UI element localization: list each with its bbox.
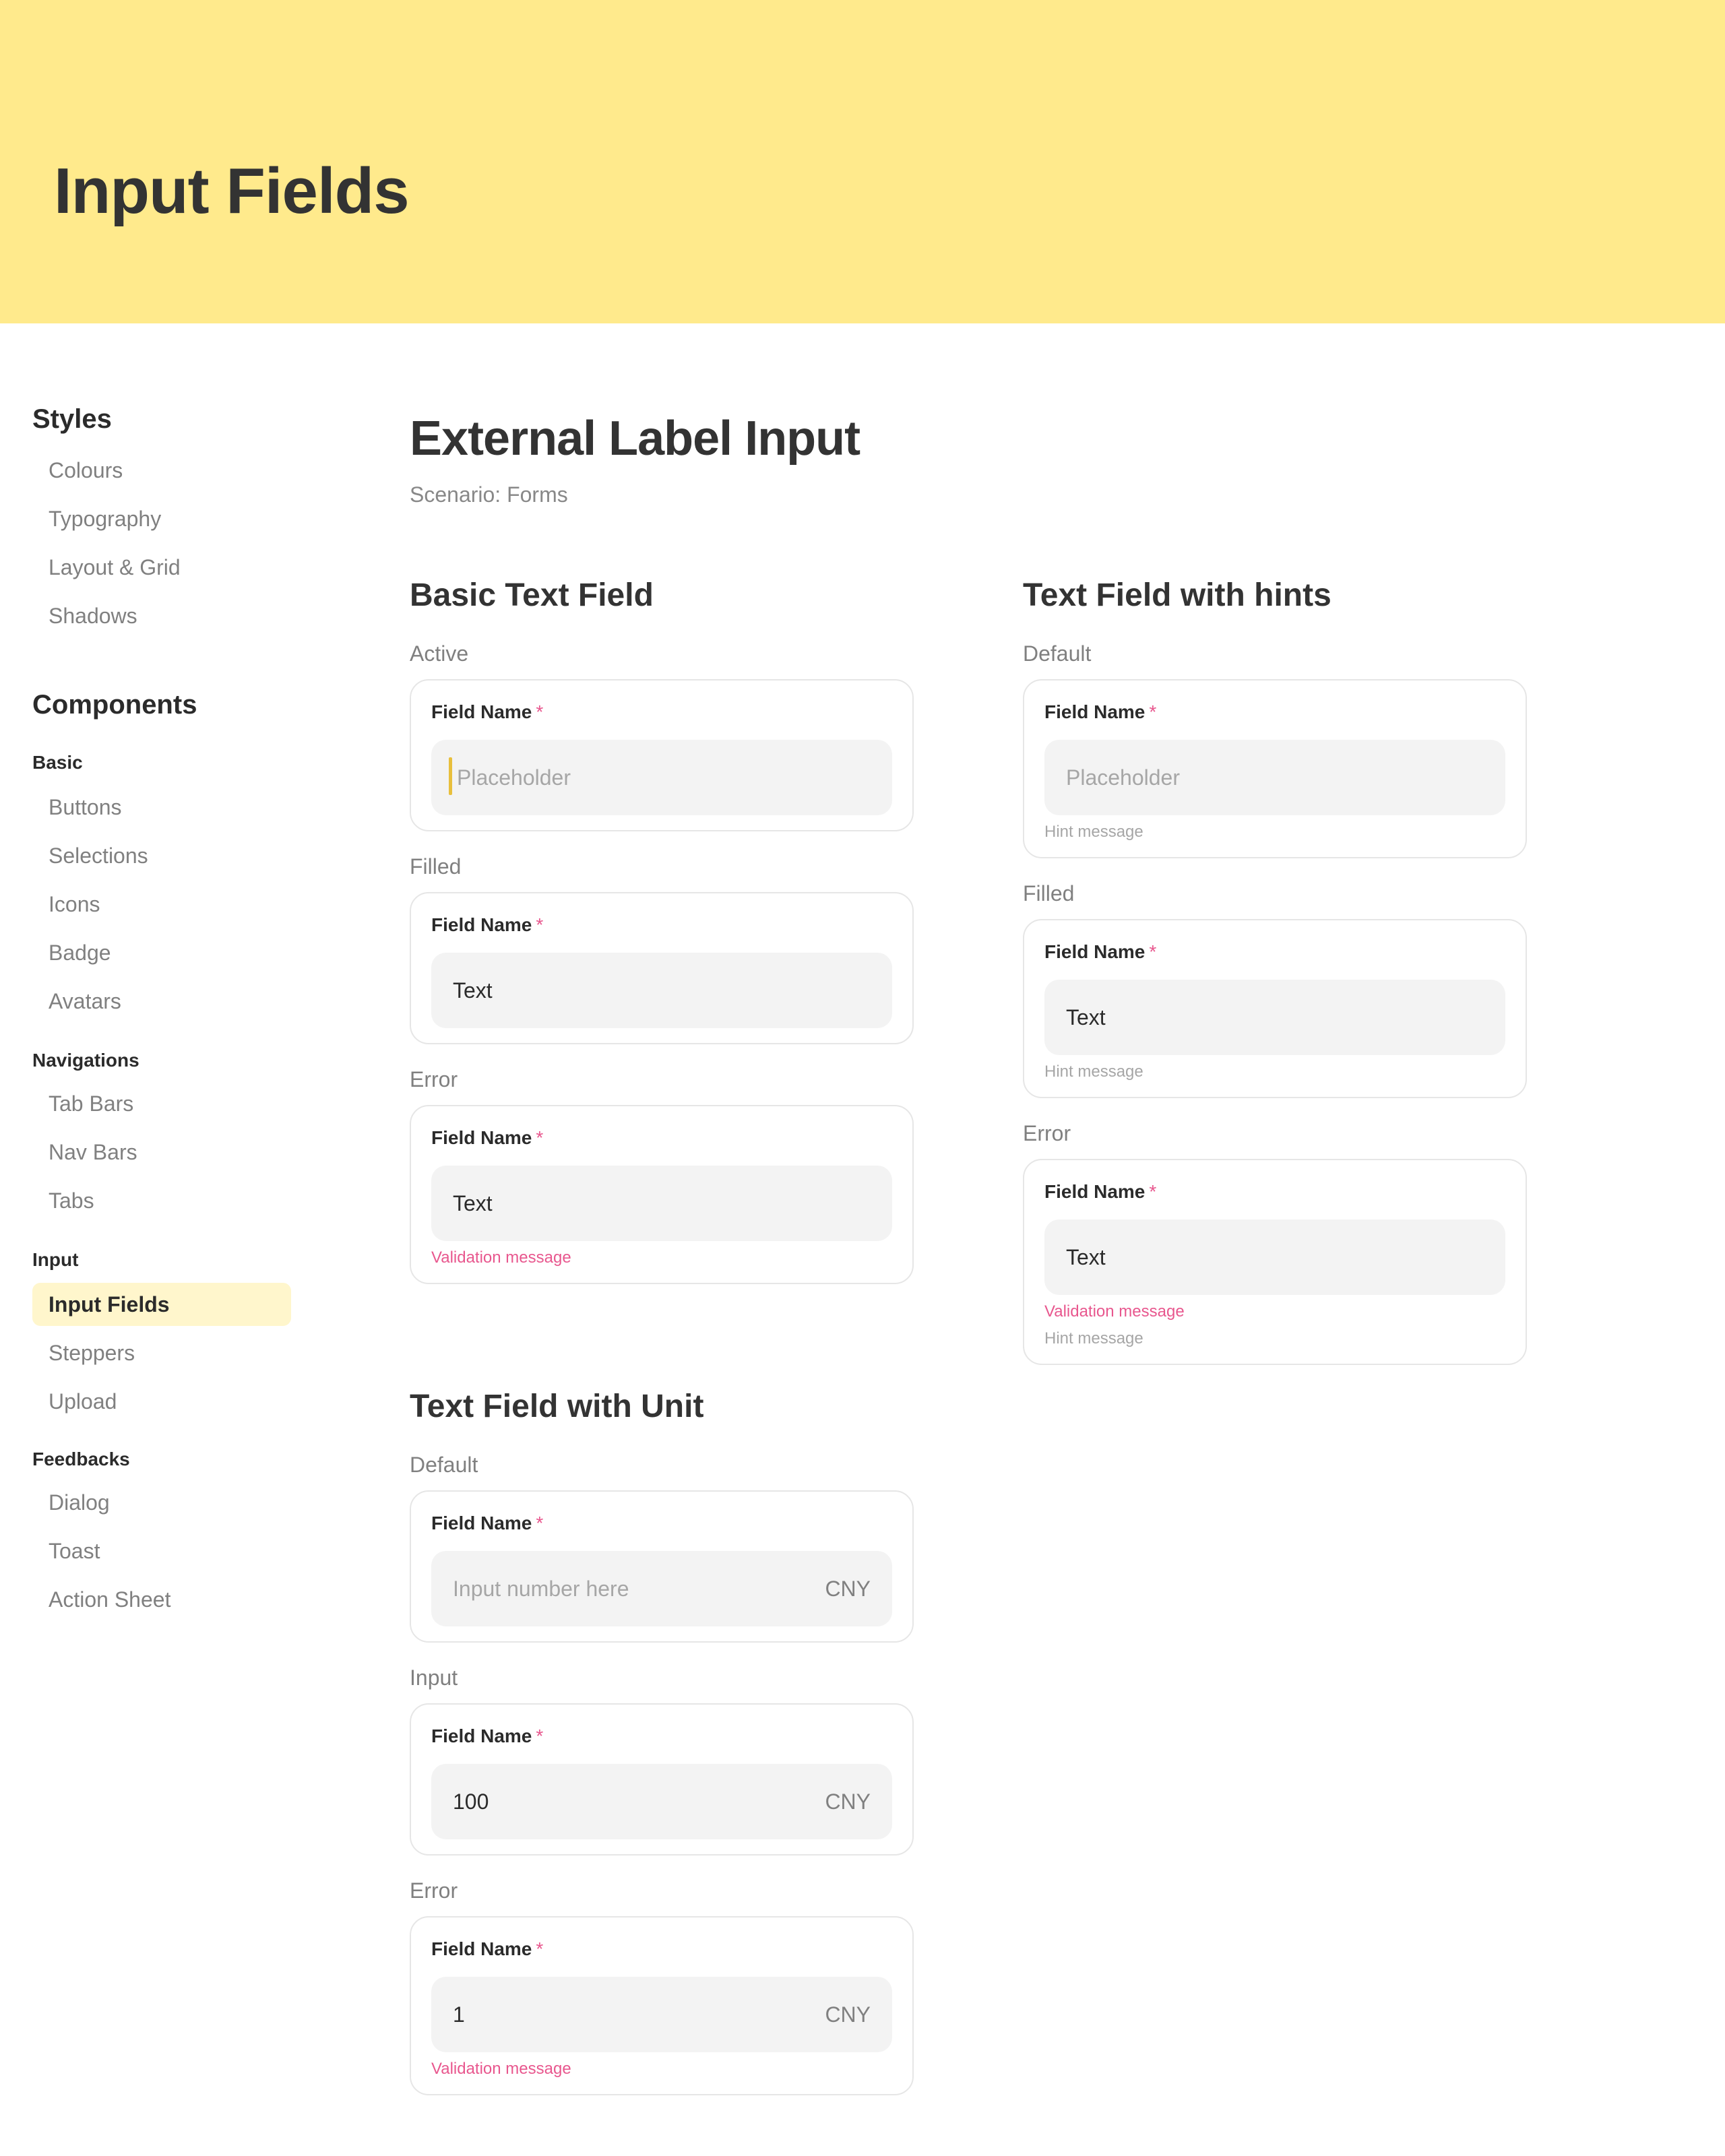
sidebar-item-tabs[interactable]: Tabs [49,1188,94,1213]
field-card-basic-active [410,679,914,831]
state-label-default: Default [410,1453,478,1477]
input-value: Text [453,1191,493,1215]
field-label: Field Name * [1044,1181,1157,1202]
sidebar-item-steppers[interactable]: Steppers [49,1341,135,1365]
state-label-filled: Filled [1023,881,1075,906]
input-placeholder: Input number here [453,1576,629,1601]
input-value: 1 [453,2002,465,2027]
field-card-hints-filled [1023,919,1527,1098]
sidebar-group-navigations: Navigations [32,1050,139,1071]
validation-message: Validation message [431,1248,571,1267]
state-label-default: Default [1023,641,1092,666]
input-value: Text [1066,1244,1106,1269]
text-input-default[interactable] [1044,740,1505,815]
sidebar-item-colours[interactable]: Colours [49,458,123,482]
text-input-filled[interactable] [1044,980,1505,1055]
required-mark: * [536,1725,544,1746]
field-card-basic-filled [410,892,914,1044]
hint-message: Hint message [1044,1063,1143,1081]
state-label-input: Input [410,1666,458,1690]
input-placeholder: Placeholder [1066,765,1180,790]
sidebar-heading-components: Components [32,690,197,720]
number-input-filled[interactable] [431,1764,892,1839]
field-label: Field Name * [1044,941,1157,962]
field-label: Field Name * [1044,701,1157,722]
page-banner-title: Input Fields [54,155,409,227]
sidebar-item-upload[interactable]: Upload [49,1389,117,1414]
sidebar-item-nav-bars[interactable]: Nav Bars [49,1140,137,1164]
sidebar-item-icons[interactable]: Icons [49,892,100,916]
sidebar-item-tab-bars[interactable]: Tab Bars [49,1091,134,1116]
input-value: 100 [453,1789,489,1814]
required-mark: * [1149,1181,1157,1202]
sidebar-item-typography[interactable]: Typography [49,507,162,531]
text-cursor [449,757,452,795]
sidebar-item-input-fields[interactable]: Input Fields [32,1283,291,1326]
state-label-error: Error [410,1878,458,1903]
field-label: Field Name * [431,1127,544,1148]
sidebar-item-selections[interactable]: Selections [49,844,148,868]
state-label-error: Error [410,1067,458,1091]
required-mark: * [536,701,544,722]
required-mark: * [536,1127,544,1148]
required-mark: * [536,1938,544,1959]
page-subtitle: Scenario: Forms [410,482,568,507]
state-label-error: Error [1023,1121,1071,1145]
hint-message: Hint message [1044,823,1143,841]
text-input-error[interactable] [431,1166,892,1241]
sidebar-group-feedbacks: Feedbacks [32,1449,130,1469]
field-card-unit-error [410,1916,914,2095]
page-title: External Label Input [410,412,860,466]
sidebar-item-avatars[interactable]: Avatars [49,989,121,1013]
unit-label: CNY [825,2002,871,2027]
field-card-basic-error [410,1105,914,1284]
number-input-error[interactable] [431,1977,892,2052]
field-label: Field Name * [431,1938,544,1959]
number-input-default[interactable] [431,1551,892,1626]
text-input-filled[interactable] [431,953,892,1028]
state-label-filled: Filled [410,854,462,879]
field-label: Field Name * [431,1725,544,1746]
input-value: Text [453,978,493,1003]
field-card-hints-default [1023,679,1527,858]
field-label: Field Name * [431,914,544,935]
unit-label: CNY [825,1576,871,1601]
required-mark: * [1149,701,1157,722]
header-banner [0,0,1725,323]
section-title-hints: Text Field with hints [1023,577,1331,613]
required-mark: * [536,914,544,935]
sidebar-group-basic: Basic [32,752,83,773]
state-label-active: Active [410,641,469,666]
field-label: Field Name * [431,701,544,722]
field-label: Field Name * [431,1513,544,1533]
input-placeholder: Placeholder [457,765,571,790]
field-card-unit-default [410,1490,914,1643]
hint-message: Hint message [1044,1329,1143,1348]
section-title-basic: Basic Text Field [410,577,654,613]
sidebar-heading-styles: Styles [32,404,112,434]
validation-message: Validation message [1044,1302,1185,1321]
field-card-unit-input [410,1703,914,1856]
section-title-unit: Text Field with Unit [410,1389,704,1424]
input-value: Text [1066,1005,1106,1029]
field-card-hints-error [1023,1159,1527,1365]
sidebar-item-toast[interactable]: Toast [49,1539,100,1563]
sidebar-item-action-sheet[interactable]: Action Sheet [49,1587,171,1612]
sidebar-item-layout-grid[interactable]: Layout & Grid [49,555,181,579]
text-input-active[interactable] [431,740,892,815]
sidebar-item-dialog[interactable]: Dialog [49,1490,110,1515]
text-input-error[interactable] [1044,1219,1505,1295]
unit-label: CNY [825,1789,871,1814]
required-mark: * [1149,941,1157,962]
sidebar-item-shadows[interactable]: Shadows [49,604,137,628]
sidebar-item-buttons[interactable]: Buttons [49,795,122,819]
required-mark: * [536,1513,544,1533]
sidebar-item-badge[interactable]: Badge [49,941,111,965]
sidebar-group-input: Input [32,1249,79,1270]
validation-message: Validation message [431,2060,571,2078]
